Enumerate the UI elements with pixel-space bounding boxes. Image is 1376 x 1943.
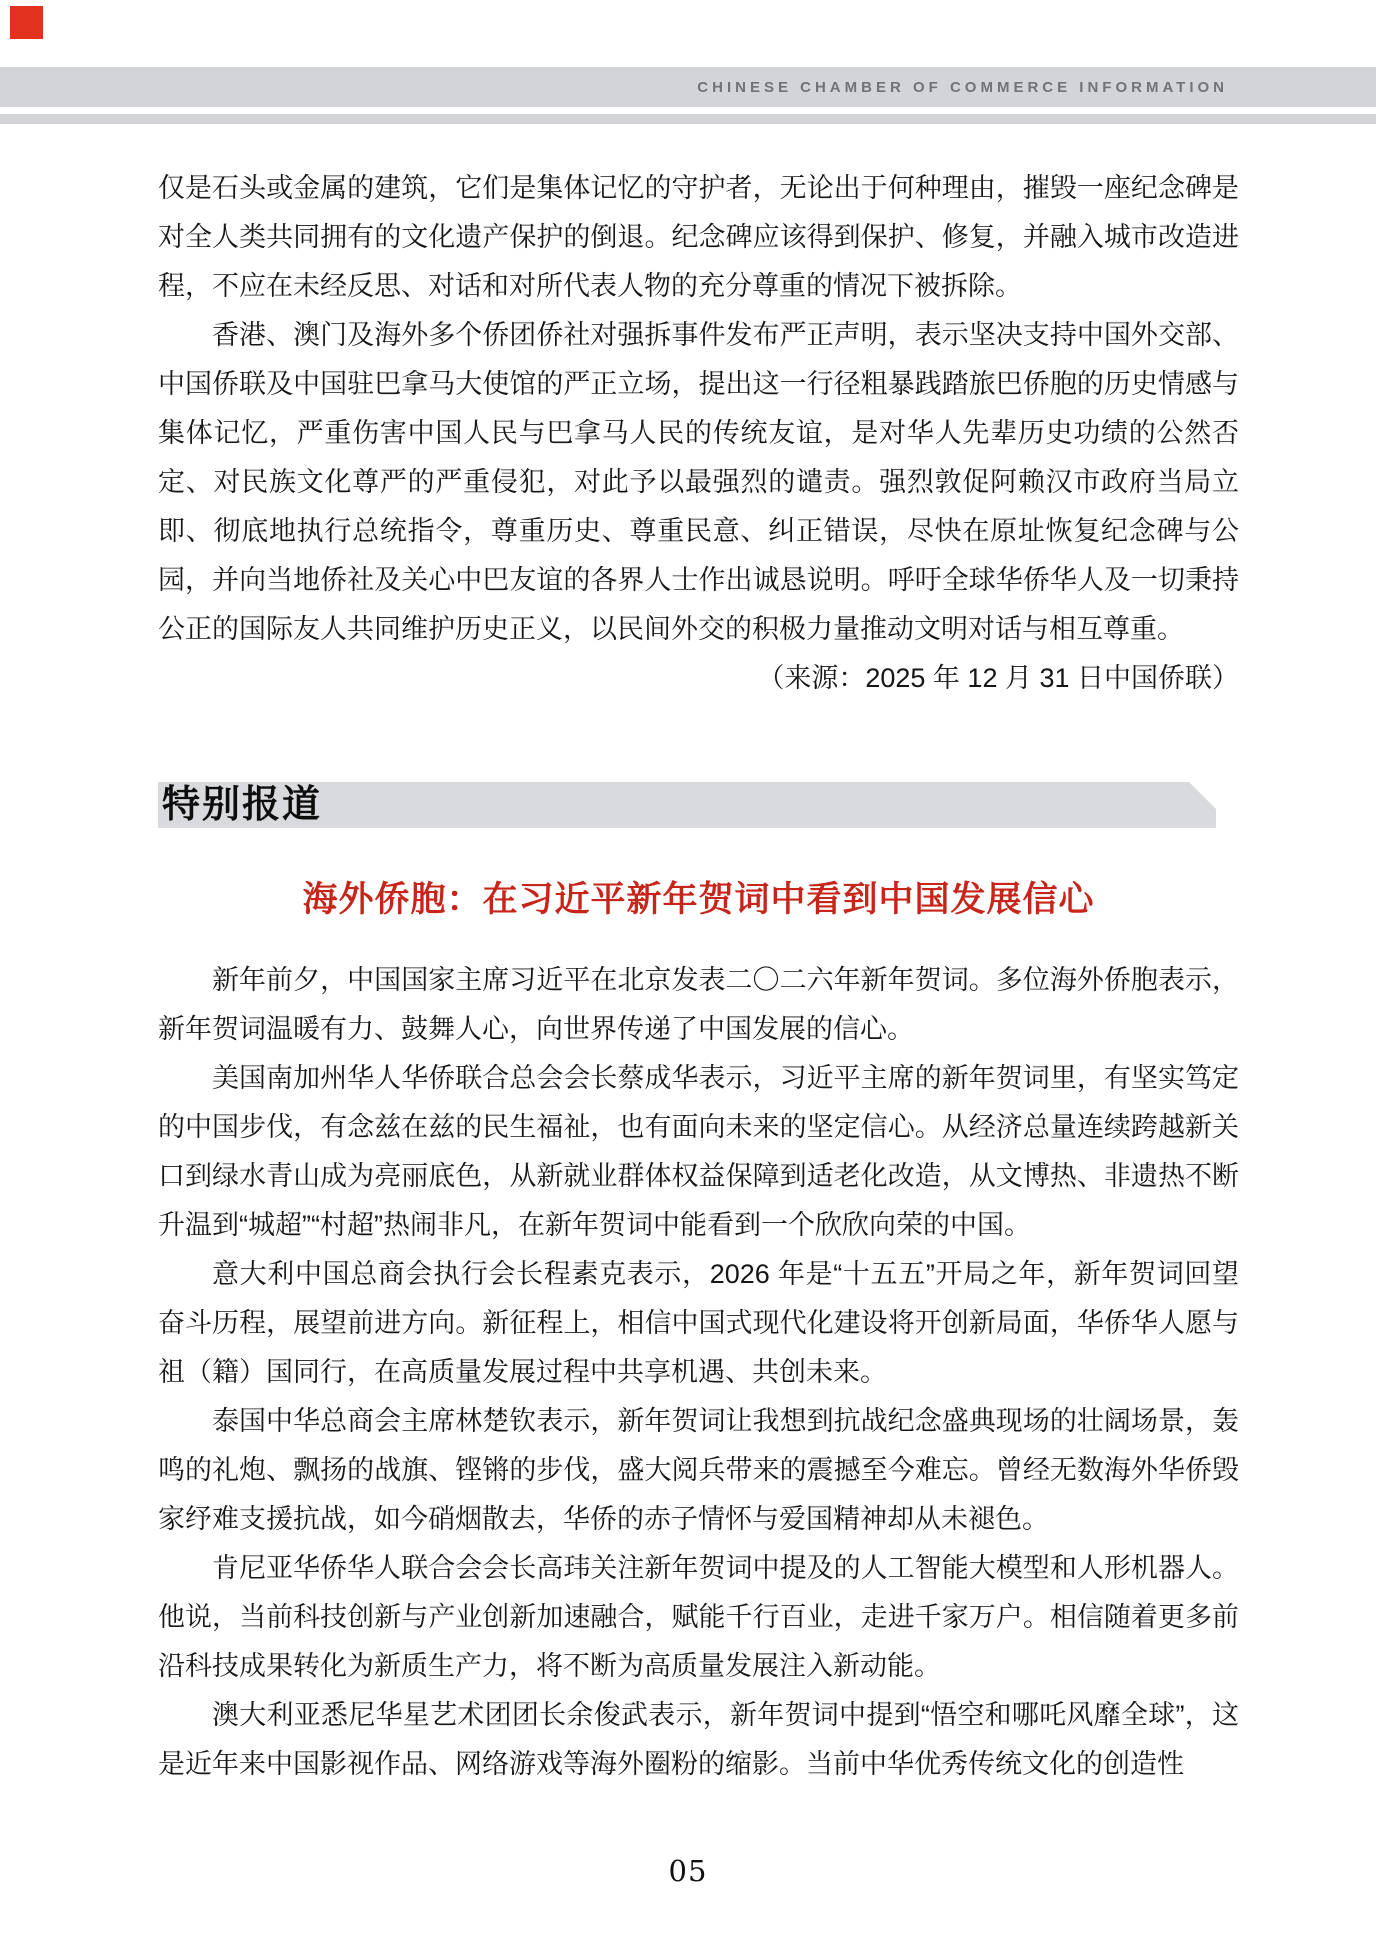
paragraph: 澳大利亚悉尼华星艺术团团长余俊武表示，新年贺词中提到“悟空和哪吒风靡全球”，这是近年来中国影视作品、网络游戏等海外圈粉的缩影。当前中华优秀传统文化的创造性 [158, 1700, 1239, 1779]
paragraph: 泰国中华总商会主席林楚钦表示，新年贺词让我想到抗战纪念盛典现场的壮阔场景，轰鸣的礼炮、飘扬的战旗、铿锵的步伐，盛大阅兵带来的震撼至今难忘。曾经无数海外华侨毁家纾难支援抗战，如今硝烟散去，华侨的赤子情怀与爱国精神却从未褪色。 [158, 1406, 1239, 1534]
red-corner-marker [10, 6, 43, 39]
header-band [0, 67, 1376, 107]
article-newyear-body [158, 956, 1239, 1789]
article-headline: 海外侨胞：在习近平新年贺词中看到中国发展信心 [302, 880, 1095, 919]
paragraph: 意大利中国总商会执行会长程素克表示，2026 年是“十五五”开局之年，新年贺词回望奋斗历程，展望前进方向。新征程上，相信中国式现代化建设将开创新局面，华侨华人愿与祖（籍）国同行，在高质量发展过程中共享机遇、共创未来。 [158, 1259, 1239, 1387]
paragraph: 新年前夕，中国国家主席习近平在北京发表二〇二六年新年贺词。多位海外侨胞表示，新年贺词温暖有力、鼓舞人心，向世界传递了中国发展的信心。 [158, 965, 1239, 1044]
paragraph: 美国南加州华人华侨联合总会会长蔡成华表示，习近平主席的新年贺词里，有坚实笃定的中国步伐，有念兹在兹的民生福祉，也有面向未来的坚定信心。从经济总量连续跨越新关口到绿水青山成为亮丽底色，从新就业群体权益保障到适老化改造，从文博热、非遗热不断升温到“城超”“村超”热闹非凡，在新年贺词中能看到一个欣欣向荣的中国。 [158, 1063, 1239, 1240]
header-running-title: CHINESE CHAMBER OF COMMERCE INFORMATION [697, 78, 1228, 96]
source-line: （来源：2025 年 12 月 31 日中国侨联） [757, 663, 1239, 693]
paragraph-continued: 仅是石头或金属的建筑，它们是集体记忆的守护者，无论出于何种理由，摧毁一座纪念碑是对全人类共同拥有的文化遗产保护的倒退。纪念碑应该得到保护、修复，并融入城市改造进程，不应在未经反思、对话和对所代表人物的充分尊重的情况下被拆除。 [158, 173, 1239, 301]
header-band-thin [0, 114, 1376, 124]
section-header-label: 特别报道 [162, 781, 323, 826]
page-number: 05 [668, 1854, 708, 1888]
paragraph: 香港、澳门及海外多个侨团侨社对强拆事件发布严正声明，表示坚决支持中国外交部、中国侨联及中国驻巴拿马大使馆的严正立场，提出这一行径粗暴践踏旅巴侨胞的历史情感与集体记忆，严重伤害中国人民与巴拿马人民的传统友谊，是对华人先辈历史功绩的公然否定、对民族文化尊严的严重侵犯，对此予以最强烈的谴责。强烈敦促阿赖汉市政府当局立即、彻底地执行总统指令，尊重历史、尊重民意、纠正错误，尽快在原址恢复纪念碑与公园，并向当地侨社及关心中巴友谊的各界人士作出诚恳说明。呼吁全球华侨华人及一切秉持公正的国际友人共同维护历史正义，以民间外交的积极力量推动文明对话与相互尊重。 [158, 320, 1239, 644]
paragraph: 肯尼亚华侨华人联合会会长高玮关注新年贺词中提及的人工智能大模型和人形机器人。他说，当前科技创新与产业创新加速融合，赋能千行百业，走进千家万户。相信随着更多前沿科技成果转化为新质生产力，将不断为高质量发展注入新动能。 [158, 1553, 1239, 1681]
article-statement-body [158, 164, 1239, 703]
